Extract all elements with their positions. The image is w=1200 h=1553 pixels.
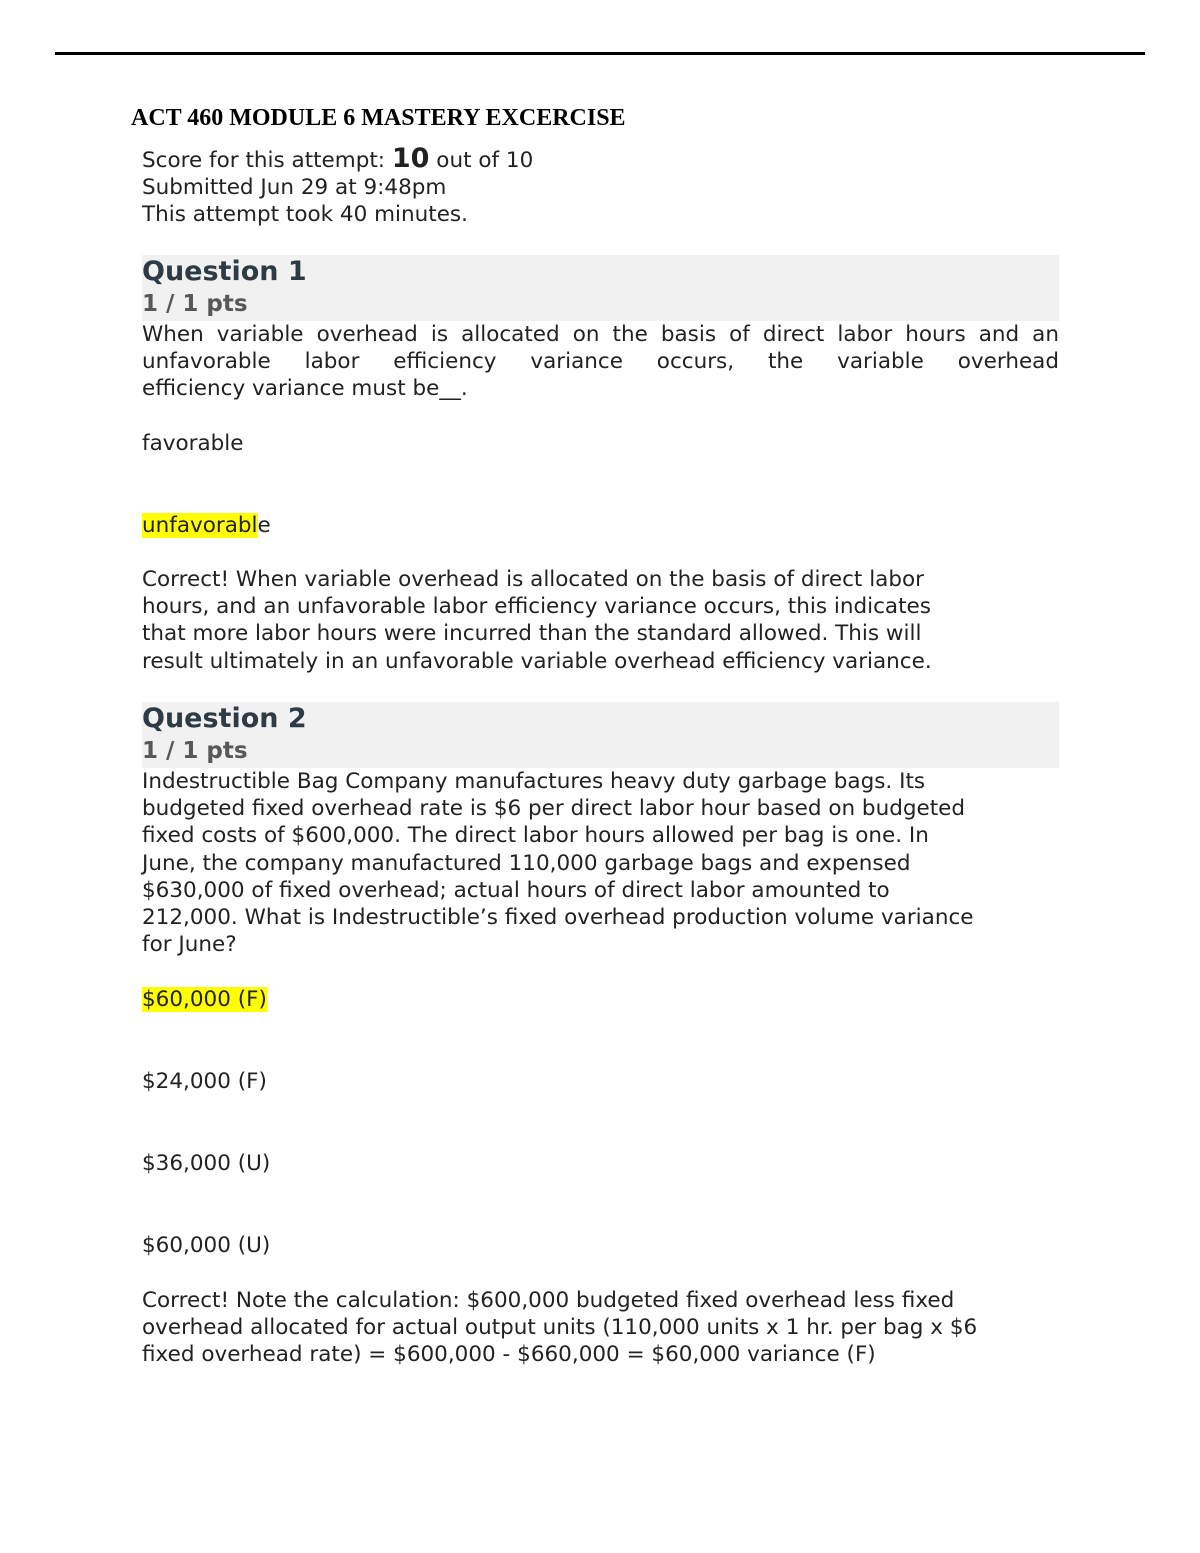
feedback-line: result ultimately in an unfavorable variable overhead efficiency variance.	[142, 648, 932, 674]
attempt-summary	[142, 145, 1059, 229]
question-2-answer-3[interactable]: $36,000 (U)	[142, 1151, 271, 1176]
feedback-line: Correct! Note the calculation: $600,000 budgeted fixed overhead less fixed	[142, 1288, 955, 1313]
question-1-text-line: When variable overhead is allocated on the basis of direct labor hours and an	[142, 322, 1059, 347]
score-suffix: out of 10	[429, 148, 534, 173]
feedback-line: overhead allocated for actual output units (110,000 units x 1 hr. per bag x $6	[142, 1315, 978, 1341]
question-1-points: 1 / 1 pts	[142, 291, 248, 317]
question-2-points: 1 / 1 pts	[142, 738, 248, 764]
question-2-answer-1[interactable]	[142, 986, 267, 1013]
question-1-feedback	[142, 566, 1059, 675]
question-1-text	[142, 321, 1059, 403]
score-line	[142, 145, 1059, 174]
question-2-text	[142, 768, 1059, 958]
question-2-text-line: $630,000 of fixed overhead; actual hours of direct labor amounted to	[142, 877, 890, 903]
answer-text-rest: e	[257, 513, 271, 538]
question-1-answer-unfavorable[interactable]	[142, 512, 271, 539]
question-1-text-line: unfavorable labor efficiency variance occurs, the variable overhead	[142, 349, 1059, 375]
feedback-line: that more labor hours were incurred than the standard allowed. This will	[142, 621, 922, 647]
duration-line: This attempt took 40 minutes.	[142, 202, 468, 228]
question-2-text-line: June, the company manufactured 110,000 garbage bags and expensed	[142, 850, 911, 876]
question-2-text-line: 212,000. What is Indestructible’s fixed overhead production volume variance	[142, 905, 974, 931]
question-2-text-line: for June?	[142, 932, 237, 958]
answer-highlight: unfavorabl	[142, 513, 258, 538]
feedback-line: fixed overhead rate) = $600,000 - $660,000 = $60,000 variance (F)	[142, 1342, 876, 1368]
question-2-text-line: budgeted fixed overhead rate is $6 per direct labor hour based on budgeted	[142, 796, 966, 822]
question-2-answer-2[interactable]: $24,000 (F)	[142, 1069, 267, 1094]
score-prefix: Score for this attempt:	[142, 148, 392, 173]
submitted-line: Submitted Jun 29 at 9:48pm	[142, 175, 447, 201]
document-title: ACT 460 MODULE 6 MASTERY EXCERCISE	[131, 105, 626, 131]
answer-highlight: $60,000 (F)	[142, 987, 267, 1012]
question-1-header	[142, 255, 1059, 321]
question-2-text-line: Indestructible Bag Company manufactures heavy duty garbage bags. Its	[142, 769, 926, 794]
question-2-feedback	[142, 1287, 1059, 1369]
question-2-header	[142, 702, 1059, 768]
question-2-answer-4[interactable]: $60,000 (U)	[142, 1233, 271, 1258]
feedback-line: Correct! When variable overhead is allocated on the basis of direct labor	[142, 567, 924, 592]
question-1-title: Question 1	[142, 256, 307, 287]
question-1-answer-favorable[interactable]: favorable	[142, 431, 244, 456]
score-value: 10	[391, 143, 430, 174]
question-1-text-line: efficiency variance must be__.	[142, 376, 468, 402]
top-rule	[55, 52, 1145, 55]
feedback-line: hours, and an unfavorable labor efficiency variance occurs, this indicates	[142, 594, 931, 620]
question-2-text-line: fixed costs of $600,000. The direct labor hours allowed per bag is one. In	[142, 823, 929, 849]
question-2-title: Question 2	[142, 703, 307, 734]
